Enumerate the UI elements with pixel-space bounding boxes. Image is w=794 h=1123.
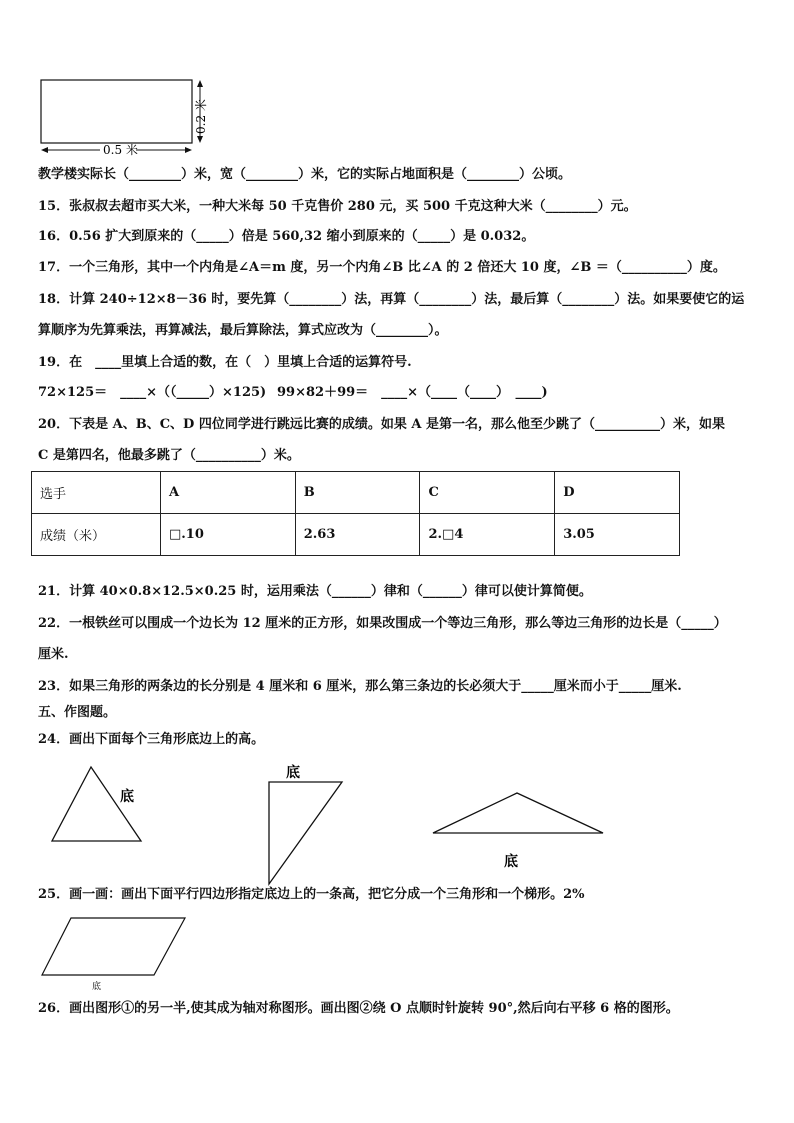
question-25: 25．画一画：画出下面平行四边形指定底边上的一条高，把它分成一个三角形和一个梯形。2% (38, 887, 585, 902)
triangle-2-base-label: 底 (286, 765, 300, 781)
table-cell: D (555, 472, 680, 514)
question-19-expr2: 99×82＋99＝ ____×（____（____） ____) (277, 385, 548, 400)
question-23: 23．如果三角形的两条边的长分别是 4 厘米和 6 厘米，那么第三条边的长必须大于_____厘米而小于_____厘米. (38, 679, 682, 694)
triangle-2 (269, 782, 342, 884)
question-14: 教学楼实际长（________）米，宽（________）米，它的实际占地面积是（________）公顷。 (38, 167, 572, 182)
question-16: 16．0.56 扩大到原来的（_____）倍是 560,32 缩小到原来的（_____）是 0.032。 (38, 229, 535, 244)
table-row (32, 514, 680, 556)
table-header-row (32, 472, 680, 514)
parallelogram (42, 918, 185, 975)
table-cell: 选手 (32, 472, 161, 514)
triangle-3 (433, 793, 603, 833)
table-cell: 成绩（米） (32, 514, 161, 556)
question-21: 21．计算 40×0.8×12.5×0.25 时，运用乘法（______）律和（______）律可以使计算简便。 (38, 584, 592, 599)
question-26: 26．画出图形①的另一半,使其成为轴对称图形。画出图②绕 O 点顺时针旋转 90°,然后向右平移 6 格的图形。 (38, 1001, 679, 1016)
question-18-line2: 算顺序为先算乘法，再算减法，最后算除法，算式应改为（________）。 (38, 323, 448, 338)
table-cell: □.10 (161, 514, 296, 556)
question-19: 19．在 ____里填上合适的数，在（ ）里填上合适的运算符号. (38, 355, 412, 370)
table-cell: C (420, 472, 555, 514)
question-22-line2: 厘米. (38, 647, 69, 662)
triangle-3-base-label: 底 (504, 854, 518, 870)
table-cell: A (161, 472, 296, 514)
parallelogram-figure (0, 912, 794, 992)
triangles-figure (0, 755, 794, 885)
question-20-line1: 20．下表是 A、B、C、D 四位同学进行跳远比赛的成绩。如果 A 是第一名，那么他至少跳了（__________）米，如果 (38, 417, 725, 432)
building-rectangle (41, 80, 192, 143)
question-24: 24．画出下面每个三角形底边上的高。 (38, 732, 265, 747)
question-18-line1: 18．计算 240÷12×8－36 时，要先算（________）法，再算（________）法，最后算（________）法。如果要使它的运 (38, 292, 745, 307)
score-table (31, 471, 680, 556)
table-cell: B (295, 472, 420, 514)
question-20-line2: C 是第四名，他最多跳了（__________）米。 (38, 448, 300, 463)
section-5-title: 五、作图题。 (38, 705, 117, 720)
table-cell: 3.05 (555, 514, 680, 556)
table-cell: 2.□4 (420, 514, 555, 556)
question-19-expr1: 72×125＝ ____×（（_____）×125) (38, 385, 267, 400)
question-17: 17．一个三角形，其中一个内角是∠A＝m 度，另一个内角∠B 比∠A 的 2 倍还大 10 度，∠B ＝（__________）度。 (38, 260, 726, 275)
width-label: 0.5 米 (103, 143, 138, 157)
triangle-1-base-label: 底 (120, 789, 134, 805)
question-22-line1: 22．一根铁丝可以围成一个边长为 12 厘米的正方形，如果改围成一个等边三角形，那么等边三角形的边长是（_____） (38, 616, 727, 631)
table-cell: 2.63 (295, 514, 420, 556)
building-diagram (0, 0, 794, 170)
height-label: 0.2 米 (194, 99, 208, 134)
parallelogram-base-label: 底 (92, 982, 102, 992)
question-15: 15．张叔叔去超市买大米，一种大米每 50 千克售价 280 元，买 500 千克这种大米（________）元。 (38, 199, 637, 214)
